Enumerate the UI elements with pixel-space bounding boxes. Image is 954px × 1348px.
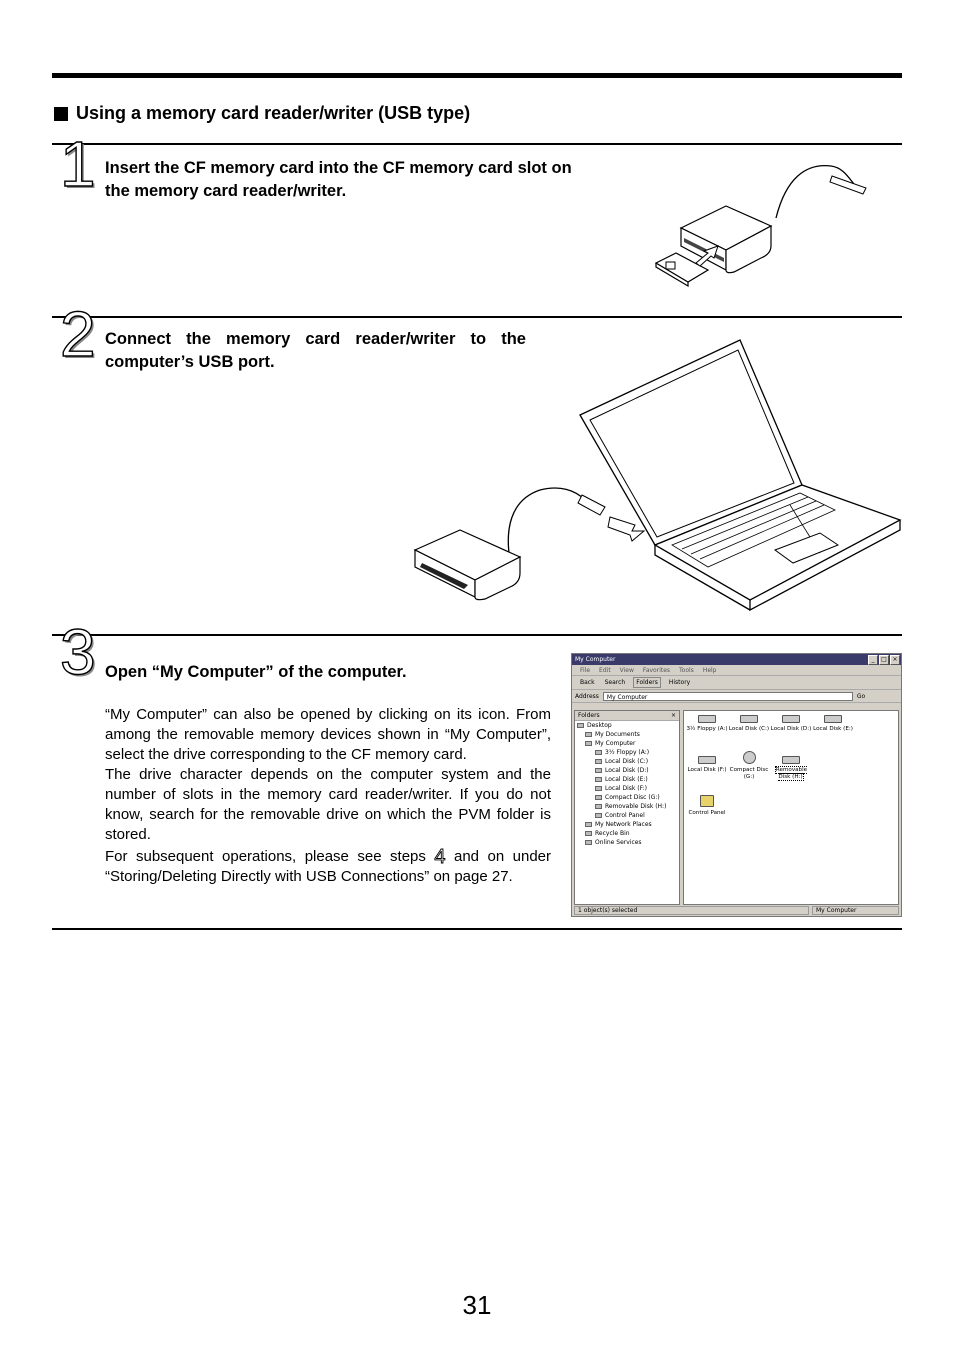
- drive-item[interactable]: Local Disk (F:): [686, 756, 728, 774]
- tree-item[interactable]: My Documents: [575, 730, 679, 739]
- minimize-icon[interactable]: _: [868, 655, 878, 665]
- step3-rule: [52, 634, 902, 636]
- drive-item[interactable]: Compact Disc (G:): [728, 751, 770, 780]
- status-bar: [574, 906, 899, 915]
- back-button[interactable]: Back: [580, 679, 595, 686]
- bottom-rule: [52, 928, 902, 930]
- drive-item[interactable]: Local Disk (D:): [770, 715, 812, 733]
- step1-rule: [52, 143, 902, 145]
- section-title: Using a memory card reader/writer (USB type): [54, 103, 470, 124]
- step-number-3: 3: [60, 616, 96, 688]
- card-reader-illustration: [636, 158, 876, 298]
- laptop-connection-illustration: [410, 335, 905, 615]
- window-title: My Computer: [575, 656, 616, 663]
- tree-item[interactable]: 3½ Floppy (A:): [575, 748, 679, 757]
- tree-item[interactable]: My Computer: [575, 739, 679, 748]
- drive-item[interactable]: Local Disk (C:): [728, 715, 770, 733]
- step3-para3: For subsequent operations, please see steps 4 and on under “Storing/Deleting Directly with USB Connections” on page 27.: [105, 846, 552, 885]
- page-number: 31: [462, 1290, 492, 1320]
- menu-favorites[interactable]: Favorites: [642, 666, 671, 674]
- address-input[interactable]: My Computer: [603, 692, 853, 701]
- tree-item[interactable]: Local Disk (C:): [575, 757, 679, 766]
- explorer-panes: [574, 710, 899, 905]
- history-button[interactable]: History: [668, 679, 691, 686]
- go-button[interactable]: Go: [856, 692, 866, 700]
- step1-title: Insert the CF memory card into the CF memory card slot on the memory card reader/writer.: [105, 159, 572, 200]
- step3-para2: The drive character depends on the computer system and the number of slots in the memory card reader/writer. If you do not know, search for the removable drive on which the PVM folder is stored.: [105, 766, 551, 843]
- step3-body: [105, 705, 551, 887]
- tree-item[interactable]: Compact Disc (G:): [575, 793, 679, 802]
- folder-tree: [574, 710, 680, 905]
- tree-item[interactable]: Desktop: [575, 721, 679, 730]
- tree-item[interactable]: My Network Places: [575, 820, 679, 829]
- drive-item[interactable]: Local Disk (E:): [812, 715, 854, 733]
- tree-item[interactable]: Recycle Bin: [575, 829, 679, 838]
- menu-bar: [572, 665, 901, 676]
- menu-tools[interactable]: Tools: [679, 666, 694, 674]
- maximize-icon[interactable]: □: [879, 655, 889, 665]
- step-4-reference: 4: [434, 846, 446, 868]
- status-right: My Computer: [812, 906, 899, 915]
- tree-item[interactable]: Local Disk (E:): [575, 775, 679, 784]
- address-bar: [572, 690, 901, 703]
- status-left: 1 object(s) selected: [574, 906, 809, 915]
- search-button[interactable]: Search: [604, 679, 626, 686]
- step-number-2: 2: [60, 298, 96, 370]
- tree-item[interactable]: Removable Disk (H:): [575, 802, 679, 811]
- toolbar: [572, 676, 901, 690]
- removable-disk-item[interactable]: Removable Disk (H:): [770, 756, 812, 780]
- menu-edit[interactable]: Edit: [599, 666, 611, 674]
- tree-item[interactable]: Local Disk (D:): [575, 766, 679, 775]
- top-rule: [52, 73, 902, 78]
- drive-list: [683, 710, 899, 905]
- tree-item[interactable]: Online Services: [575, 838, 679, 847]
- menu-file[interactable]: File: [580, 666, 591, 674]
- square-bullet-icon: [54, 107, 68, 121]
- my-computer-screenshot: [571, 653, 902, 917]
- menu-help[interactable]: Help: [702, 666, 717, 674]
- control-panel-item[interactable]: Control Panel: [686, 795, 728, 817]
- close-pane-icon[interactable]: ×: [670, 712, 676, 719]
- step3-para1: “My Computer” can also be opened by clicking on its icon. From among the removable memory devices shown in “My Computer”, select the drive corresponding to the CF memory card.: [105, 706, 551, 763]
- close-icon[interactable]: ×: [890, 655, 900, 665]
- folders-button[interactable]: Folders: [633, 677, 661, 688]
- step-number-1: 1: [60, 128, 96, 200]
- address-label: Address: [575, 692, 599, 700]
- window-titlebar: [572, 654, 901, 665]
- step2-title: Connect the memory card reader/writer to the computer’s USB port.: [105, 330, 526, 371]
- step2-rule: [52, 316, 902, 318]
- step3-title: Open “My Computer” of the computer.: [105, 663, 407, 681]
- folders-header: Folders ×: [575, 711, 679, 721]
- drive-item[interactable]: 3½ Floppy (A:): [686, 715, 728, 733]
- menu-view[interactable]: View: [619, 666, 634, 674]
- tree-item[interactable]: Control Panel: [575, 811, 679, 820]
- tree-item[interactable]: Local Disk (F:): [575, 784, 679, 793]
